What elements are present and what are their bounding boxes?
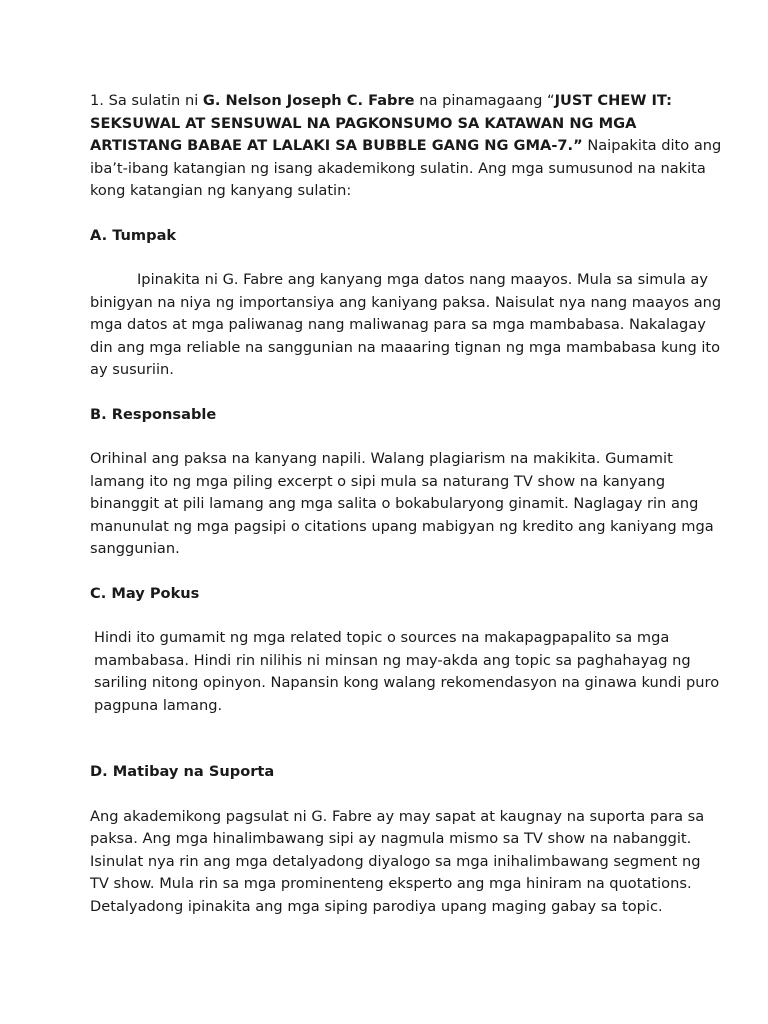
document-body bbox=[90, 90, 722, 918]
intro-lead-text: Sa sulatin ni bbox=[108, 92, 199, 109]
section-body-responsable: Orihinal ang paksa na kanyang napili. Walang plagiarism na makikita. Gumamit lamang ito ng mga piling excerpt o sipi mula sa naturang TV show na kanyang binanggit at pili lamang ang mga salita o bokabularyong ginamit. Naglagay rin ang manunulat ng mga pagsipi o citations upang mabigyan ng kredito ang kaniyang mga sanggunian. bbox=[90, 450, 714, 557]
section-body-tumpak: Ipinakita ni G. Fabre ang kanyang mga datos nang maayos. Mula sa simula ay binigyan na niya ng importansiya ang kaniyang paksa. Naisulat nya nang maayos ang mga datos at mga paliwanag nang maliwanag para sa mga mambabasa. Nakalagay din ang mga reliable na sanggunian na maaaring tignan ng mga mambabasa kung ito ay susuriin. bbox=[90, 271, 722, 378]
item-number: 1. bbox=[90, 92, 104, 109]
section-heading-matibay-na-suporta: D. Matibay na Suporta bbox=[90, 763, 275, 780]
section-body-matibay-na-suporta: Ang akademikong pagsulat ni G. Fabre ay may sapat at kaugnay na suporta para sa paksa. Ang mga hinalimbawang sipi ay nagmula mismo sa TV show na nabanggit. Isinulat nya rin ang mga detalyadong diyalogo sa mga inihalimbawang segment ng TV show. Mula rin sa mga prominenteng eksperto ang mga hiniram na quotations. Detalyadong ipinakita ang mga siping parodiya upang maging gabay sa topic. bbox=[90, 807, 705, 915]
intro-paragraph bbox=[90, 90, 722, 203]
section-heading-responsable: B. Responsable bbox=[90, 405, 217, 423]
intro-rest-text: Naipakita dito ang iba’t-ibang katangian ng isang akademikong sulatin. Ang mga sumusunod na nakita kong katangian ng kanyang sulatin: bbox=[90, 137, 722, 199]
section-body-may-pokus: Hindi ito gumamit ng mga related topic o sources na makapagpapalito sa mga mambabasa. Hindi rin nilihis ni minsan ng may-akda ang topic sa paghahayag ng sariling nitong opinyon. Napansin kong walang rekomendasyon na ginawa kundi puro pagpuna lamang. bbox=[94, 629, 720, 714]
section-heading-may-pokus: C. May Pokus bbox=[90, 584, 200, 602]
author-name: G. Nelson Joseph C. Fabre bbox=[202, 92, 415, 109]
intro-mid-text: na pinamagaang “ bbox=[419, 92, 555, 109]
section-heading-tumpak: A. Tumpak bbox=[90, 226, 177, 244]
article-title: JUST CHEW IT: SEKSUWAL AT SENSUWAL NA PAGKONSUMO SA KATAWAN NG MGA ARTISTANG BABAE AT LALAKI SA BUBBLE GANG NG GMA-7.” bbox=[90, 92, 672, 154]
